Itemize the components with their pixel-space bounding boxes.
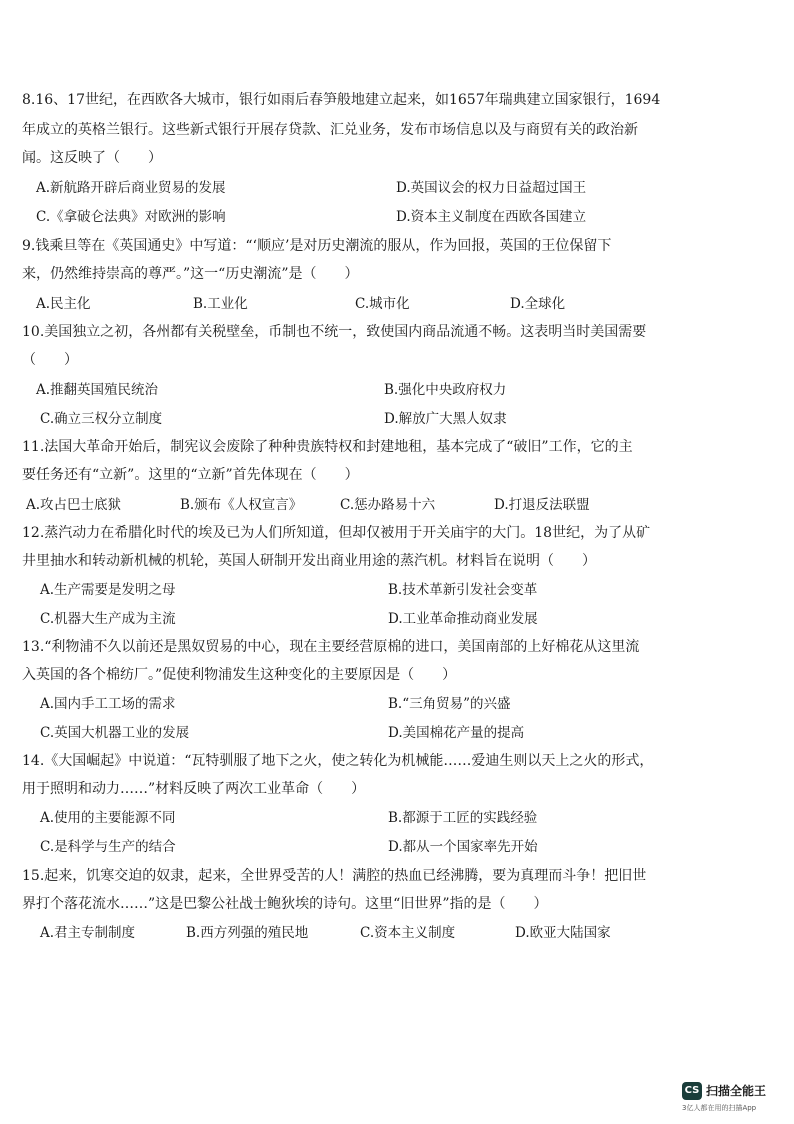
- q8-line-3: 闻。这反映了（ ）: [22, 150, 162, 166]
- q14-option-c: C.是科学与生产的结合: [40, 839, 176, 855]
- q15-line-1: 15.起来，饥寒交迫的奴隶，起来，全世界受苦的人！满腔的热血已经沸腾，要为真理而斗争！把旧世: [22, 868, 647, 884]
- q12-option-d: D.工业革命推动商业发展: [388, 611, 538, 627]
- q10-option-a: A.推翻英国殖民统治: [36, 382, 159, 398]
- q12-option-c: C.机器大生产成为主流: [40, 611, 176, 627]
- q12-line-2: 井里抽水和转动新机械的机轮，英国人研制开发出商业用途的蒸汽机。材料旨在说明（ ）: [22, 553, 596, 569]
- q11-option-a: A.攻占巴士底狱: [26, 497, 122, 513]
- q13-option-a: A.国内手工工场的需求: [40, 696, 176, 712]
- camscanner-logo-icon: CS: [682, 1082, 702, 1100]
- q11-option-c: C.惩办路易十六: [340, 497, 436, 513]
- q8-option-a: A.新航路开辟后商业贸易的发展: [36, 180, 226, 196]
- q13-option-d: D.美国棉花产量的提高: [388, 725, 525, 741]
- q10-option-b: B.强化中央政府权力: [384, 382, 507, 398]
- q14-option-d: D.都从一个国家率先开始: [388, 839, 538, 855]
- q9-option-a: A.民主化: [36, 296, 91, 312]
- q11-line-2: 要任务还有“立新”。这里的“立新”首先体现在（ ）: [22, 467, 359, 483]
- q8-option-b: D.英国议会的权力日益超过国王: [396, 180, 587, 196]
- q13-option-b: B.“三角贸易”的兴盛: [388, 696, 511, 712]
- q15-option-c: C.资本主义制度: [360, 925, 456, 941]
- q9-line-2: 来，仍然维持崇高的尊严。”这一“历史潮流”是（ ）: [22, 266, 359, 282]
- q15-option-a: A.君主专制制度: [40, 925, 136, 941]
- q9-option-c: C.城市化: [355, 296, 410, 312]
- q15-option-b: B.西方列强的殖民地: [186, 925, 309, 941]
- q15-line-2: 界打个落花流水……”这是巴黎公社战士鲍狄埃的诗句。这里“旧世界”指的是（ ）: [22, 896, 548, 912]
- q11-line-1: 11.法国大革命开始后，制宪议会废除了种种贵族特权和封建地租，基本完成了“破旧”工作，它的主: [22, 439, 633, 455]
- q9-option-d: D.全球化: [510, 296, 566, 312]
- q11-option-b: B.颁布《人权宣言》: [180, 497, 303, 513]
- q11-option-d: D.打退反法联盟: [494, 497, 590, 513]
- q10-line-1: 10.美国独立之初，各州都有关税壁垒，币制也不统一，致使国内商品流通不畅。这表明当时美国需要: [22, 324, 647, 340]
- scanner-watermark: [682, 1082, 790, 1118]
- q10-line-2: （ ）: [22, 352, 78, 368]
- q12-option-a: A.生产需要是发明之母: [40, 582, 176, 598]
- watermark-tagline: 3亿人都在用的扫描App: [682, 1104, 757, 1112]
- q8-line-1: 8.16、17世纪，在西欧各大城市，银行如雨后春笋般地建立起来，如1657年瑞典建立国家银行，1694: [22, 92, 661, 108]
- q15-option-d: D.欧亚大陆国家: [515, 925, 611, 941]
- q8-option-c: C.《拿破仑法典》对欧洲的影响: [36, 209, 226, 225]
- q10-option-d: D.解放广大黑人奴隶: [384, 411, 507, 427]
- q14-line-1: 14.《大国崛起》中说道：“瓦特驯服了地下之火，使之转化为机械能……爱迪生则以天上之火的形式，: [22, 753, 654, 769]
- q9-option-b: B.工业化: [193, 296, 248, 312]
- q9-line-1: 9.钱乘旦等在《英国通史》中写道：“‘顺应’是对历史潮流的服从，作为回报，英国的王位保留下: [22, 238, 612, 254]
- watermark-app-name: 扫描全能王: [706, 1084, 767, 1098]
- q12-line-1: 12.蒸汽动力在希腊化时代的埃及已为人们所知道，但却仅被用于开关庙宇的大门。18世纪，为了从矿: [22, 525, 651, 541]
- q12-option-b: B.技术革新引发社会变革: [388, 582, 538, 598]
- q8-line-2: 年成立的英格兰银行。这些新式银行开展存贷款、汇兑业务，发布市场信息以及与商贸有关的政治新: [22, 122, 638, 138]
- q14-option-a: A.使用的主要能源不同: [40, 810, 176, 826]
- q13-line-1: 13.“利物浦不久以前还是黑奴贸易的中心，现在主要经营原棉的进口，美国南部的上好棉花从这里流: [22, 639, 640, 655]
- q10-option-c: C.确立三权分立制度: [40, 411, 163, 427]
- q14-line-2: 用于照明和动力……”材料反映了两次工业革命（ ）: [22, 781, 366, 797]
- q13-line-2: 入英国的各个棉纺厂。”促使利物浦发生这种变化的主要原因是（ ）: [22, 667, 457, 683]
- q13-option-c: C.英国大机器工业的发展: [40, 725, 190, 741]
- q14-option-b: B.都源于工匠的实践经验: [388, 810, 538, 826]
- q8-option-d: D.资本主义制度在西欧各国建立: [396, 209, 587, 225]
